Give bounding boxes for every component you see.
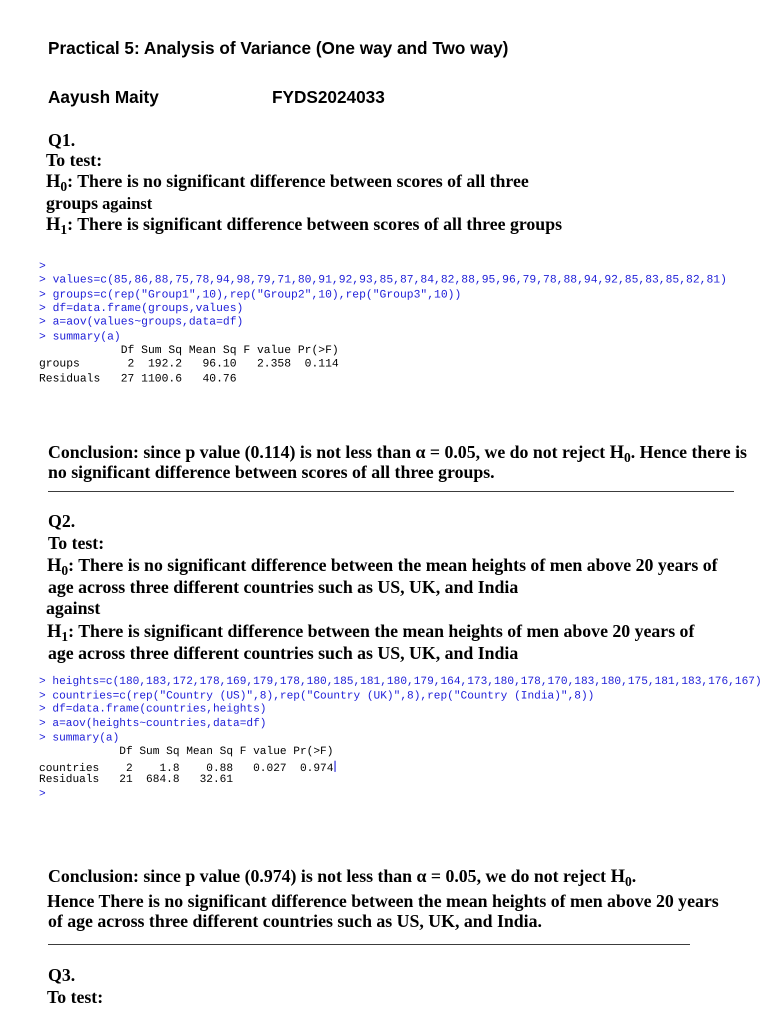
console-input-line: > df=data.frame(groups,values) xyxy=(39,302,244,316)
console-input-line: > values=c(85,86,88,75,78,94,98,79,71,80,91,92,93,85,87,84,82,88,95,96,79,78,88,94,92,85,83,85,82,81) xyxy=(39,274,727,288)
anova-table-row: groups 2 192.2 96.10 2.358 0.114 xyxy=(39,358,339,372)
hypothesis-subscript: 0 xyxy=(623,450,631,466)
against-label: against xyxy=(46,598,101,618)
hypothesis-text: : There is significant difference between the mean heights of men above 20 years of xyxy=(68,621,695,641)
console-input-line: > countries=c(rep("Country (US)",8),rep("Country (UK)",8),rep("Country (India)",8)) xyxy=(39,690,595,703)
conclusion-text: Conclusion: since p value (0.114) is not less than α = 0.05, we do not reject xyxy=(48,442,610,462)
hypothesis-text: : There is no significant difference between scores of all three xyxy=(67,171,529,191)
to-test-label: To test: xyxy=(46,150,103,170)
console-input-line: > a=aov(values~groups,data=df) xyxy=(39,316,244,330)
anova-table-row: Residuals 21 684.8 32.61 xyxy=(39,774,234,787)
console-input-line: > summary(a) xyxy=(39,732,120,745)
anova-table-row xyxy=(39,761,764,775)
anova-table-row: Residuals 27 1100.6 40.76 xyxy=(39,372,237,386)
null-hypothesis xyxy=(46,171,529,195)
hypothesis-symbol: H xyxy=(610,867,625,887)
conclusion xyxy=(48,442,747,466)
student-id: FYDS2024033 xyxy=(272,87,385,107)
console-prompt: > xyxy=(39,788,46,802)
hypothesis-symbol: H xyxy=(47,622,62,642)
conclusion-text: Hence There is no significant difference between the mean heights of men above 20 years xyxy=(47,891,719,911)
console-input-line: > heights=c(180,183,172,178,169,179,178,180,185,181,180,179,164,173,180,178,170,183,180,175,181,183,176,167) xyxy=(39,676,762,689)
conclusion-continued xyxy=(48,911,542,931)
section-divider xyxy=(48,491,734,492)
hypothesis-subscript: 1 xyxy=(60,222,68,238)
conclusion-text: . xyxy=(631,866,637,886)
hypothesis-subscript: 0 xyxy=(624,874,632,890)
hypothesis-subscript: 0 xyxy=(61,563,69,579)
conclusion-continued xyxy=(48,462,495,482)
section-divider xyxy=(48,944,690,945)
console-input-line: > df=data.frame(countries,heights) xyxy=(39,704,267,717)
question-label: Q3. xyxy=(48,965,76,985)
question-label: Q1. xyxy=(48,130,76,150)
hypothesis-text: age across three different countries such as US, UK, and India xyxy=(48,643,519,663)
alternative-hypothesis xyxy=(46,214,563,238)
alternative-hypothesis xyxy=(47,621,695,645)
to-test-label: To test: xyxy=(48,533,105,553)
hypothesis-symbol: H xyxy=(47,556,62,576)
hypothesis-subscript: 1 xyxy=(61,629,69,645)
conclusion-text: . Hence there is xyxy=(630,442,747,462)
hypothesis-text: groups xyxy=(46,193,99,213)
hypothesis-symbol: H xyxy=(46,215,61,235)
conclusion-text: Conclusion: since p value (0.974) is not less than α = 0.05, we do not reject xyxy=(48,866,611,886)
console-input-line: > a=aov(heights~countries,data=df) xyxy=(39,718,267,731)
null-hypothesis-continued xyxy=(46,193,152,214)
practical-title: Practical 5: Analysis of Variance (One way and Two way) xyxy=(48,38,509,58)
console-prompt: > xyxy=(39,261,46,274)
conclusion-text: no significant difference between scores of all three groups. xyxy=(48,462,495,482)
anova-table-row-text: countries 2 1.8 0.88 0.027 0.974 xyxy=(39,762,334,776)
r-console-output xyxy=(39,676,764,803)
conclusion xyxy=(48,866,637,890)
to-test-label: To test: xyxy=(47,987,104,1007)
alternative-hypothesis-continued xyxy=(48,643,518,663)
console-input-line: > groups=c(rep("Group1",10),rep("Group2",10),rep("Group3",10)) xyxy=(39,288,462,302)
anova-table-header: Df Sum Sq Mean Sq F value Pr(>F) xyxy=(39,344,339,358)
text-cursor xyxy=(335,761,336,772)
conclusion-continued xyxy=(47,891,719,911)
against-label: against xyxy=(102,194,153,213)
hypothesis-text: : There is significant difference between scores of all three groups xyxy=(67,214,563,234)
hypothesis-symbol: H xyxy=(609,443,624,463)
hypothesis-subscript: 0 xyxy=(60,179,68,195)
r-console-output xyxy=(39,261,729,387)
student-name: Aayush Maity xyxy=(48,87,159,107)
hypothesis-text: : There is no significant difference between the mean heights of men above 20 years of xyxy=(68,555,718,575)
null-hypothesis-continued xyxy=(48,577,518,597)
null-hypothesis xyxy=(47,555,718,579)
hypothesis-text: age across three different countries such as US, UK, and India xyxy=(48,577,519,597)
hypothesis-symbol: H xyxy=(46,172,61,192)
anova-table-header: Df Sum Sq Mean Sq F value Pr(>F) xyxy=(39,746,334,759)
conclusion-text: of age across three different countries such as US, UK, and India. xyxy=(48,911,542,931)
question-label: Q2. xyxy=(48,511,76,531)
console-input-line: > summary(a) xyxy=(39,330,121,344)
